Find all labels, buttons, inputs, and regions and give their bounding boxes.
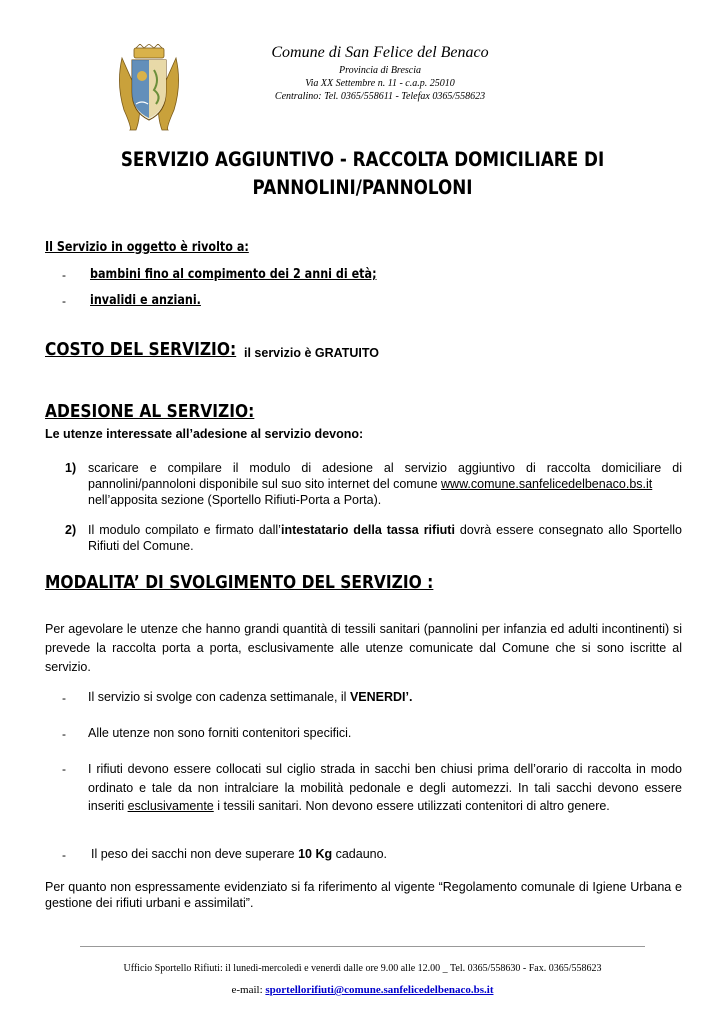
footer-office-hours: Ufficio Sportello Rifiuti: il lunedì-mercoledì e venerdì dalle ore 9.00 alle 12.00 _ Tel. 0365/558630 - Fax. 0365/558623 bbox=[123, 963, 602, 974]
step-1-number: 1) bbox=[65, 461, 77, 475]
dash-bullet: - bbox=[62, 294, 66, 308]
weight-limit: 10 Kg bbox=[298, 847, 333, 861]
municipality-website-link[interactable]: www.comune.sanfelicedelbenaco.bs.it bbox=[441, 477, 653, 491]
bullet-weekly-text: Il servizio si svolge con cadenza settimanale, il bbox=[88, 690, 350, 704]
email-link[interactable]: sportellorifiuti@comune.sanfelicedelbenaco.bs.it bbox=[265, 984, 494, 996]
recipient-item-disabled: invalidi e anziani. bbox=[90, 293, 201, 308]
municipality-name: Comune di San Felice del Benaco bbox=[271, 44, 489, 61]
step-2-bold: intestatario della tassa rifiuti bbox=[280, 523, 455, 537]
dash-bullet: - bbox=[62, 848, 66, 862]
phone-line: Centralino: Tel. 0365/558611 - Telefax 0365/558623 bbox=[274, 91, 486, 102]
bullet-weight-pre: Il peso dei sacchi non deve superare bbox=[91, 847, 299, 861]
footer-email-line bbox=[60, 984, 665, 996]
title-line-2: PANNOLINI/PANNOLONI bbox=[252, 176, 473, 199]
dash-bullet: - bbox=[62, 691, 66, 705]
recipients-heading: Il Servizio in oggetto è rivolto a: bbox=[45, 240, 249, 255]
bullet-weekly bbox=[88, 689, 682, 705]
modality-intro: Per agevolare le utenze che hanno grandi quantità di tessili sanitari (pannolini per infanzia ed adulti incontinenti) si prevede la raccolta porta a porta, esclusivamente alle utenze comunicate dal Comune che si sono iscritte al servizio. bbox=[45, 622, 682, 674]
municipal-crest bbox=[112, 44, 186, 132]
title-line-1: SERVIZIO AGGIUNTIVO - RACCOLTA DOMICILIARE DI bbox=[120, 148, 605, 171]
dash-bullet: - bbox=[62, 727, 66, 741]
bullet-placement-pre: I rifiuti devono essere collocati sul ciglio strada in sacchi ben chiusi prima dell’orario di raccolta in modo ordinato e tale da non intralciare la mobilità pedonale e degli automezzi. In tali sacchi devono essere inseriti bbox=[88, 762, 682, 813]
bullet-no-containers: Alle utenze non sono forniti contenitori specifici. bbox=[88, 726, 352, 740]
bullet-weight-post: cadauno. bbox=[332, 847, 388, 861]
step-1-text bbox=[88, 460, 682, 508]
footer-divider bbox=[80, 946, 645, 947]
document-title bbox=[85, 146, 640, 202]
dash-bullet: - bbox=[62, 268, 66, 282]
step-2-number: 2) bbox=[65, 523, 77, 537]
step-1-body: scaricare e compilare il modulo di adesione al servizio aggiuntivo di raccolta domiciliare di pannolini/pannoloni disponibile sul suo sito internet del comune bbox=[88, 461, 682, 491]
modality-heading: MODALITA’ DI SVOLGIMENTO DEL SERVIZIO : bbox=[45, 572, 434, 593]
step-1-tail: nell’apposita sezione (Sportello Rifiuti-Porta a Porta). bbox=[88, 493, 382, 507]
dash-bullet: - bbox=[62, 762, 66, 776]
email-label: e-mail: bbox=[231, 984, 266, 996]
exclusively-word: esclusivamente bbox=[127, 799, 214, 813]
province-line: Provincia di Brescia bbox=[338, 65, 422, 76]
recipient-item-children: bambini fino al compimento dei 2 anni di età; bbox=[90, 267, 377, 282]
address-line: Via XX Settembre n. 11 - c.a.p. 25010 bbox=[305, 78, 455, 89]
closing-note: Per quanto non espressamente evidenziato si fa riferimento al vigente “Regolamento comunale di Igiene Urbana e gestione dei rifiuti urbani e assimilati”. bbox=[45, 880, 682, 910]
friday-label: VENERDI’. bbox=[349, 690, 413, 704]
bullet-placement bbox=[88, 760, 682, 816]
cost-heading: COSTO DEL SERVIZIO: bbox=[45, 339, 237, 360]
step-2-post: dovrà essere consegnato allo Sportello Rifiuti del Comune. bbox=[88, 523, 682, 553]
bullet-weight bbox=[91, 846, 685, 862]
cost-text: il servizio è GRATUITO bbox=[244, 346, 379, 360]
step-2-text bbox=[88, 522, 682, 554]
adhesion-heading: ADESIONE AL SERVIZIO: bbox=[45, 401, 255, 422]
bullet-placement-post: i tessili sanitari. Non devono essere utilizzati contenitori di altro genere. bbox=[213, 799, 610, 813]
adhesion-subheading: Le utenze interessate all’adesione al servizio devono: bbox=[45, 427, 364, 441]
step-2-pre: Il modulo compilato e firmato dall’ bbox=[88, 523, 281, 537]
